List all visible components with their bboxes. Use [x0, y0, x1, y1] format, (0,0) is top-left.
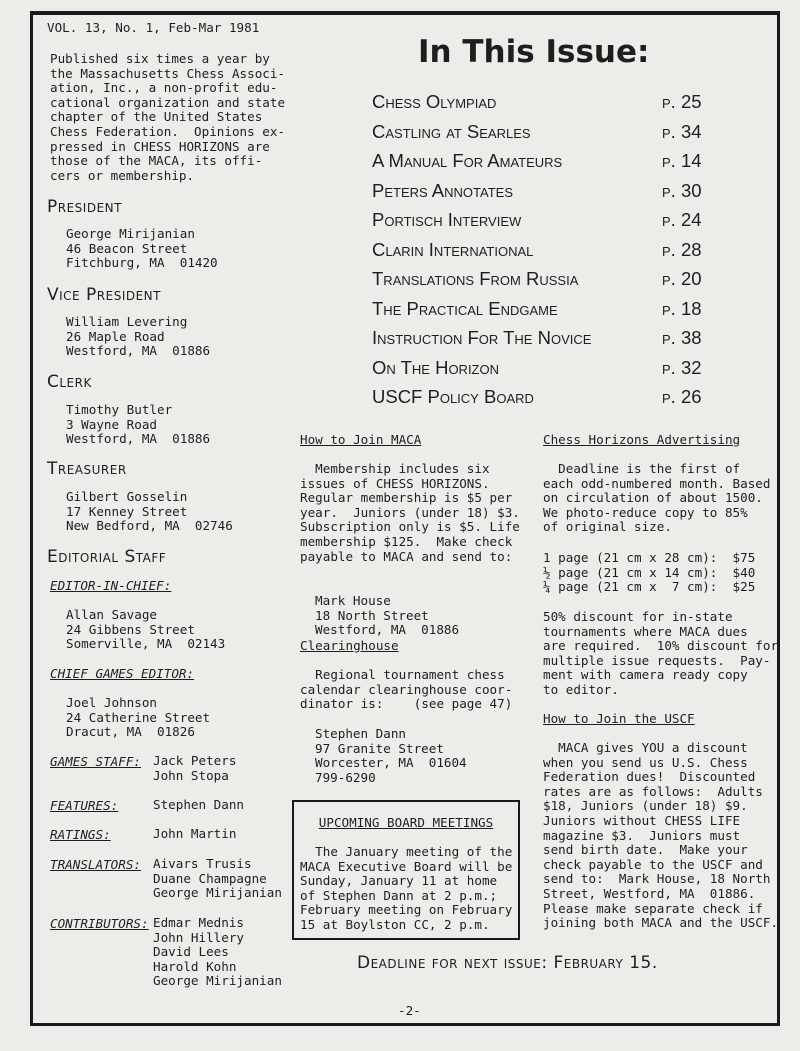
volume-info: VOL. 13, No. 1, Feb-Mar 1981 — [47, 20, 260, 35]
role-translators: TRANSLATORS: — [50, 857, 141, 872]
contents-item-page: p. 34 — [662, 121, 702, 142]
join-maca-address: Mark House 18 North Street Westford, MA 01886 — [315, 593, 460, 638]
contents-item — [372, 268, 732, 296]
join-uscf-body: MACA gives YOU a discount when you send us U.S. Chess Federation dues! Discounted rates are as follows: Adults $18, Juniors (under 18) $9. Juniors without CHESS LIFE magazine $3. Juniors must send birth date. Make your check payable to the USCF and send to: Mark House, 18 North Street, Westford, MA 01886. Please make separate check if joining both MACA and the USCF. — [543, 740, 779, 931]
contents-item-page: p. 14 — [662, 150, 702, 171]
clearinghouse-address: Stephen Dann 97 Granite Street Worcester, MA 01604 799-6290 — [315, 726, 467, 785]
contents-item — [372, 327, 732, 355]
contents-item-label: Castling at Searles — [372, 121, 531, 142]
officer-title-president: President — [47, 197, 122, 217]
publisher-statement: Published six times a year by the Massachusetts Chess Associ- ation, Inc., a non-profit edu- cational organization and state chapter of the United States Chess Federation. Opinions ex- pressed in CHESS HORIZONS are those of the MACA, its offi- cers or membership. — [50, 51, 286, 183]
contents-title: In This Issue: — [418, 34, 650, 70]
contents-item-page: p. 28 — [662, 239, 702, 260]
officer-title-clerk: Clerk — [47, 372, 92, 392]
contents-item-label: Portisch Interview — [372, 209, 522, 230]
contents-item-page: p. 38 — [662, 327, 702, 348]
contents-item-page: p. 30 — [662, 180, 702, 201]
role-editor-in-chief: EDITOR-IN-CHIEF: — [50, 578, 172, 593]
contents-item — [372, 91, 732, 119]
contents-item-page: p. 18 — [662, 298, 702, 319]
contents-item — [372, 121, 732, 149]
contents-item-label: Instruction For The Novice — [372, 327, 592, 348]
games-staff-names: Jack Peters John Stopa — [153, 753, 237, 783]
contents-item-label: On The Horizon — [372, 357, 499, 378]
contents-item-label: The Practical Endgame — [372, 298, 558, 319]
advertising-discount: 50% discount for in-state tournaments where MACA dues are required. 10% discount for multiple issue requests. Pay- ment with camera ready copy to editor. — [543, 609, 779, 697]
officer-title-treasurer: Treasurer — [47, 459, 127, 479]
join-maca-heading: How to Join MACA — [300, 432, 422, 447]
role-games-staff: GAMES STAFF: — [50, 754, 141, 769]
contents-item-label: A Manual For Amateurs — [372, 150, 563, 171]
deadline-notice: Deadline for next issue: February 15. — [357, 953, 658, 973]
advertising-heading: Chess Horizons Advertising — [543, 432, 741, 447]
officer-address-clerk: Timothy Butler 3 Wayne Road Westford, MA 01886 — [66, 402, 211, 447]
contents-item — [372, 298, 732, 326]
join-maca-body: Membership includes six issues of CHESS HORIZONS. Regular membership is $5 per year. Juniors (under 18) $3. Subscription only is $5. Life membership $125. Make check payable to MACA and send to: — [300, 461, 520, 564]
contents-item-label: USCF Policy Board — [372, 386, 534, 407]
contents-item-page: p. 26 — [662, 386, 702, 407]
editor-in-chief-address: Allan Savage 24 Gibbens Street Somerville, MA 02143 — [66, 607, 226, 652]
board-meetings-box — [292, 800, 520, 940]
contents-item — [372, 180, 732, 208]
role-chief-games-editor: CHIEF GAMES EDITOR: — [50, 666, 195, 681]
chief-games-editor-address: Joel Johnson 24 Catherine Street Dracut, MA 01826 — [66, 695, 211, 740]
join-uscf-heading: How to Join the USCF — [543, 711, 695, 726]
contents-item — [372, 209, 732, 237]
contents-item-label: Chess Olympiad — [372, 91, 497, 112]
role-ratings: RATINGS: — [50, 827, 111, 842]
clearinghouse-heading: Clearinghouse — [300, 638, 399, 653]
clearinghouse-body: Regional tournament chess calendar clearinghouse coor- dinator is: (see page 47) — [300, 667, 513, 712]
contents-item-page: p. 25 — [662, 91, 702, 112]
contents-item-page: p. 32 — [662, 357, 702, 378]
advertising-rates: 1 page (21 cm x 28 cm): $75 ½ page (21 cm x 14 cm): $40 ¼ page (21 cm x 7 cm): $25 — [543, 550, 756, 595]
contributors-names: Edmar Mednis John Hillery David Lees Harold Kohn George Mirijanian — [153, 915, 282, 989]
contents-item-label: Peters Annotates — [372, 180, 513, 201]
advertising-body: Deadline is the first of each odd-numbered month. Based on circulation of about 1500. We photo-reduce copy to 85% of original size. — [543, 461, 771, 535]
board-meetings-body: The January meeting of the MACA Executive Board will be Sunday, January 11 at home of Stephen Dann at 2 p.m.; February meeting on February 15 at Boylston CC, 2 p.m. — [300, 844, 513, 932]
page-number: -2- — [398, 1003, 421, 1018]
role-contributors: CONTRIBUTORS: — [50, 916, 149, 931]
officer-title-vice-president: Vice President — [47, 285, 161, 305]
ratings-names: John Martin — [153, 826, 237, 841]
officer-address-treasurer: Gilbert Gosselin 17 Kenney Street New Bedford, MA 02746 — [66, 489, 233, 534]
contents-item — [372, 357, 732, 385]
features-names: Stephen Dann — [153, 797, 244, 812]
contents-item-page: p. 24 — [662, 209, 702, 230]
contents-item — [372, 150, 732, 178]
contents-item-label: Clarin International — [372, 239, 534, 260]
translators-names: Aivars Trusis Duane Champagne George Mirijanian — [153, 856, 282, 901]
contents-item — [372, 239, 732, 267]
editorial-staff-heading: Editorial Staff — [47, 547, 167, 567]
officer-address-vice-president: William Levering 26 Maple Road Westford, MA 01886 — [66, 314, 211, 359]
role-features: FEATURES: — [50, 798, 119, 813]
board-meetings-heading: UPCOMING BOARD MEETINGS — [318, 815, 494, 830]
contents-item-label: Translations From Russia — [372, 268, 579, 289]
officer-address-president: George Mirijanian 46 Beacon Street Fitchburg, MA 01420 — [66, 226, 218, 271]
contents-item — [372, 386, 732, 414]
contents-item-page: p. 20 — [662, 268, 702, 289]
